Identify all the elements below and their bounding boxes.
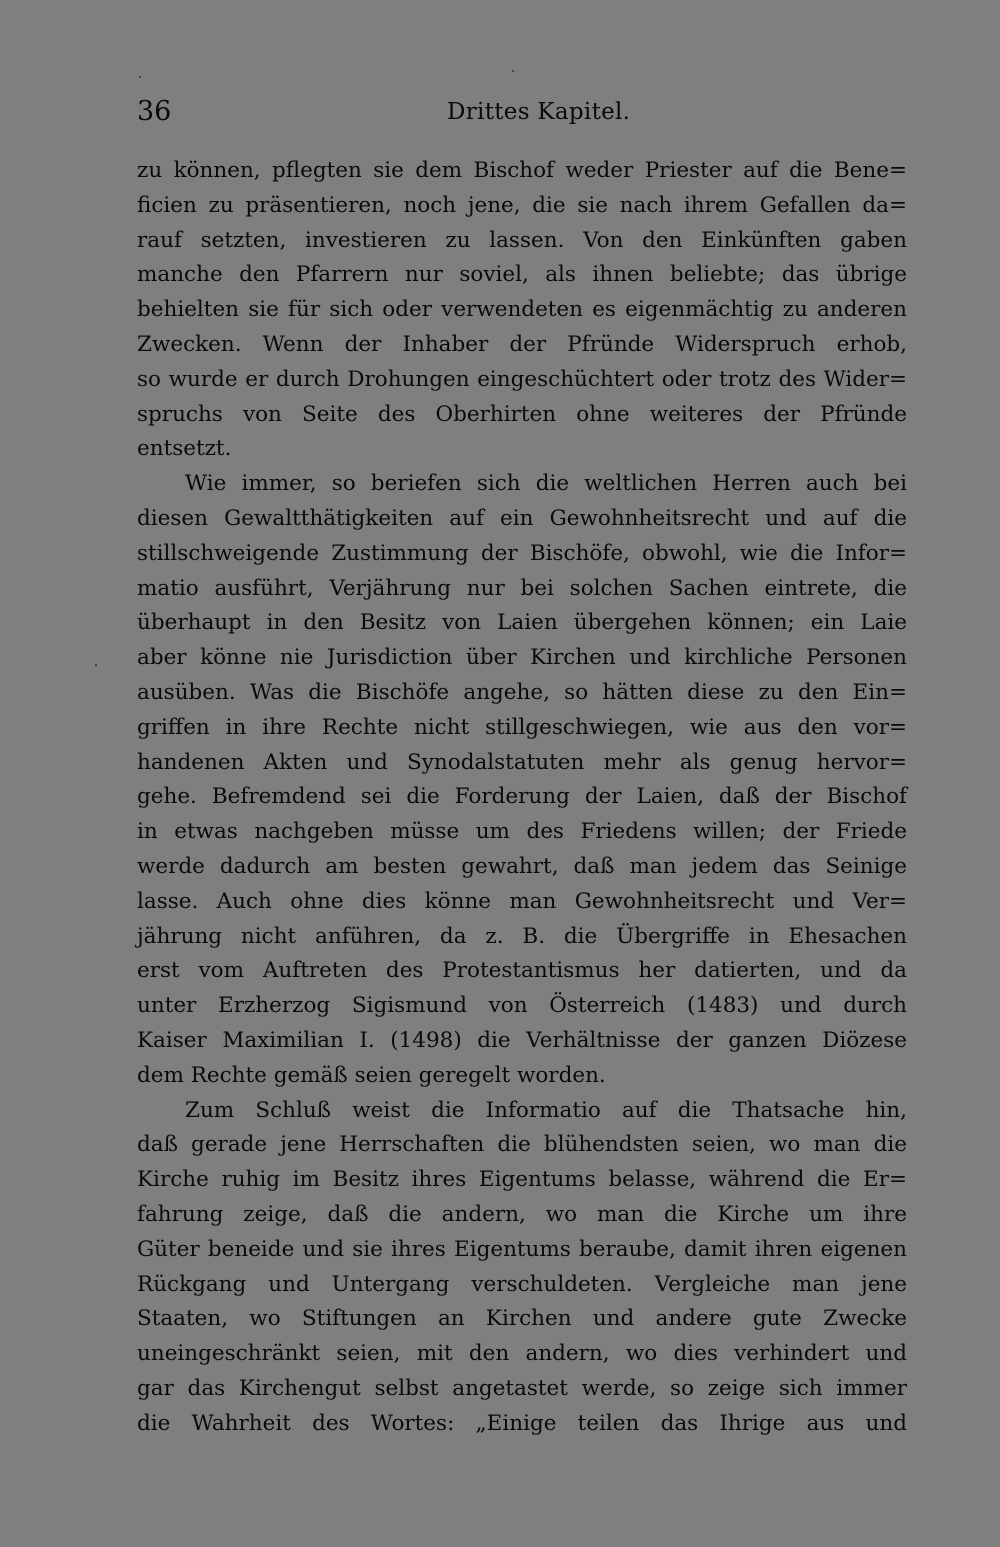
text-line: lasse. Auch ohne dies könne man Gewohnheitsrecht und Ver=: [137, 888, 907, 914]
body-text: [137, 154, 907, 1441]
text-line: zu können, pflegten sie dem Bischof weder Priester auf die Bene=: [137, 158, 907, 183]
text-line: überhaupt in den Besitz von Laien übergehen können; ein Laie: [137, 610, 907, 636]
text-line: stillschweigende Zustimmung der Bischöfe, obwohl, wie die Infor=: [137, 540, 907, 566]
scan-speck: [139, 76, 141, 78]
text-line: Kirche ruhig im Besitz ihres Eigentums belasse, während die Er=: [137, 1167, 907, 1193]
text-line: dem Rechte gemäß seien geregelt worden.: [137, 1062, 606, 1088]
text-line: gar das Kirchengut selbst angetastet werde, so zeige sich immer: [137, 1375, 907, 1401]
scan-speck: [512, 70, 514, 72]
text-line: werde dadurch am besten gewahrt, daß man jedem das Seinige: [137, 853, 907, 879]
text-line: handenen Akten und Synodalstatuten mehr als genug hervor=: [137, 749, 907, 775]
text-line: uneingeschränkt seien, mit den andern, wo dies verhindert und: [137, 1341, 907, 1367]
scan-speck: [95, 664, 97, 666]
text-line: ficien zu präsentieren, noch jene, die sie nach ihrem Gefallen da=: [137, 192, 907, 218]
text-line: Staaten, wo Stiftungen an Kirchen und andere gute Zwecke: [137, 1306, 907, 1332]
running-title: Drittes Kapitel.: [447, 99, 631, 125]
text-line: Kaiser Maximilian I. (1498) die Verhältnisse der ganzen Diözese: [137, 1027, 907, 1053]
text-line: in etwas nachgeben müsse um des Friedens willen; der Friede: [137, 819, 907, 845]
text-line: so wurde er durch Drohungen eingeschüchtert oder trotz des Wider=: [137, 366, 907, 392]
text-line: jährung nicht anführen, da z. B. die Übergriffe in Ehesachen: [137, 923, 907, 949]
text-line: erst vom Auftreten des Protestantismus her datierten, und da: [137, 958, 907, 984]
text-line: manche den Pfarrern nur soviel, als ihnen beliebte; das übrige: [137, 262, 907, 288]
text-line: daß gerade jene Herrschaften die blühendsten seien, wo man die: [137, 1132, 907, 1158]
text-line: griffen in ihre Rechte nicht stillgeschwiegen, wie aus den vor=: [137, 714, 907, 740]
text-line: die Wahrheit des Wortes: „Einige teilen das Ihrige aus und: [137, 1410, 907, 1436]
text-line: unter Erzherzog Sigismund von Österreich (1483) und durch: [137, 993, 907, 1019]
text-line: Güter beneide und sie ihres Eigentums beraube, damit ihren eigenen: [137, 1236, 907, 1262]
page-number: 36: [137, 96, 172, 127]
text-line: spruchs von Seite des Oberhirten ohne weiteres der Pfründe: [137, 401, 907, 427]
text-line: matio ausführt, Verjährung nur bei solchen Sachen eintrete, die: [137, 575, 907, 601]
text-line: Zwecken. Wenn der Inhaber der Pfründe Widerspruch erhob,: [137, 331, 907, 357]
page-header: [137, 92, 907, 132]
text-line: behielten sie für sich oder verwendeten es eigenmächtig zu anderen: [137, 297, 907, 323]
text-line: ausüben. Was die Bischöfe angehe, so hätten diese zu den Ein=: [137, 679, 907, 705]
text-line: Wie immer, so beriefen sich die weltlichen Herren auch bei: [185, 471, 907, 497]
text-line: gehe. Befremdend sei die Forderung der Laien, daß der Bischof: [137, 784, 907, 810]
text-line: diesen Gewaltthätigkeiten auf ein Gewohnheitsrecht und auf die: [137, 505, 907, 531]
text-line: rauf setzten, investieren zu lassen. Von den Einkünften gaben: [137, 227, 907, 253]
text-line: Zum Schluß weist die Informatio auf die Thatsache hin,: [185, 1097, 907, 1123]
text-line: aber könne nie Jurisdiction über Kirchen und kirchliche Personen: [137, 645, 907, 671]
text-line: fahrung zeige, daß die andern, wo man die Kirche um ihre: [137, 1201, 907, 1227]
text-line: Rückgang und Untergang verschuldeten. Vergleiche man jene: [137, 1271, 907, 1297]
text-line: entsetzt.: [137, 436, 232, 462]
